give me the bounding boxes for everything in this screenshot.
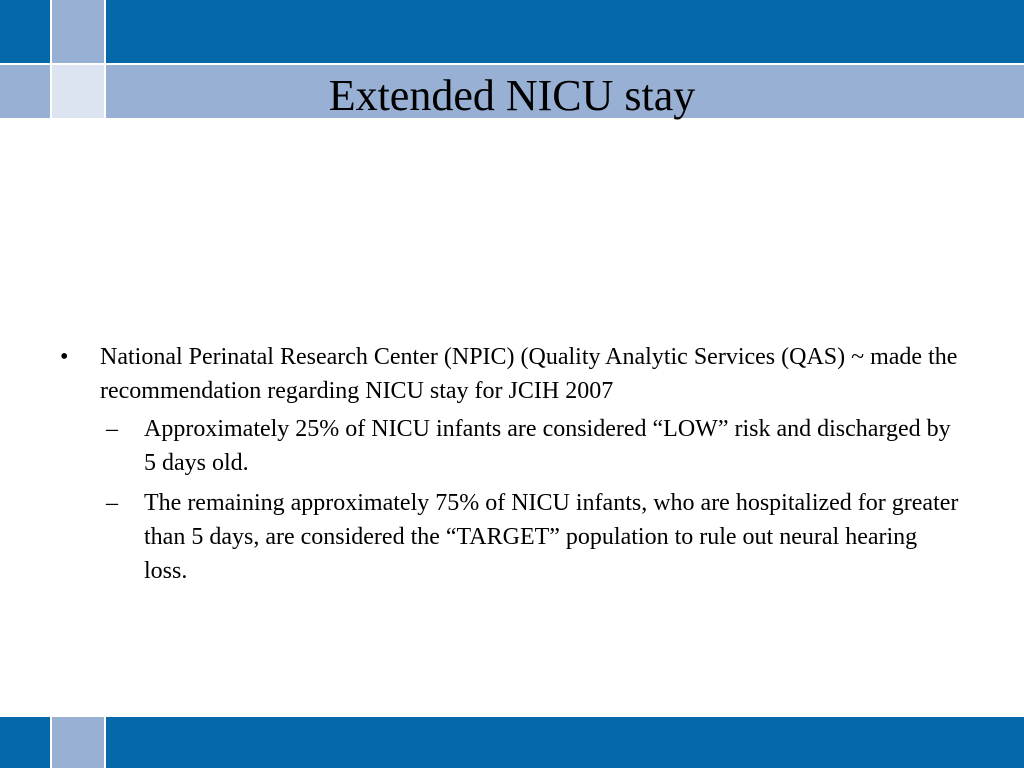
- sub-bullet-text: Approximately 25% of NICU infants are considered “LOW” risk and discharged by 5 days old.: [144, 416, 951, 476]
- header-block-mid: [52, 0, 104, 64]
- sub-bullet-text: The remaining approximately 75% of NICU infants, who are hospitalized for greater than 5 days, are considered the “TARGET” population to rule out neural hearing loss.: [144, 490, 959, 584]
- sub-bullet-marker: –: [106, 490, 118, 516]
- sub-bullet-item: [106, 486, 960, 588]
- sub-bullet-marker: –: [106, 416, 118, 442]
- slide-content: [60, 340, 960, 594]
- footer-divider: [104, 717, 106, 768]
- sub-bullet-list: [106, 412, 960, 588]
- footer-band: [0, 717, 1024, 768]
- footer-divider: [50, 717, 52, 768]
- header-divider-horizontal: [0, 63, 1024, 65]
- header-block-dark: [0, 0, 50, 64]
- bullet-marker: •: [60, 344, 69, 370]
- bullet-item: [60, 340, 960, 408]
- slide-title: Extended NICU stay: [328, 71, 696, 120]
- header-band-dark: [0, 0, 1024, 64]
- footer-block-mid: [52, 717, 104, 768]
- sub-bullet-item: [106, 412, 960, 480]
- bullet-text: National Perinatal Research Center (NPIC) (Quality Analytic Services (QAS) ~ made the recommendation regarding NICU stay for JCIH 2007: [100, 344, 958, 404]
